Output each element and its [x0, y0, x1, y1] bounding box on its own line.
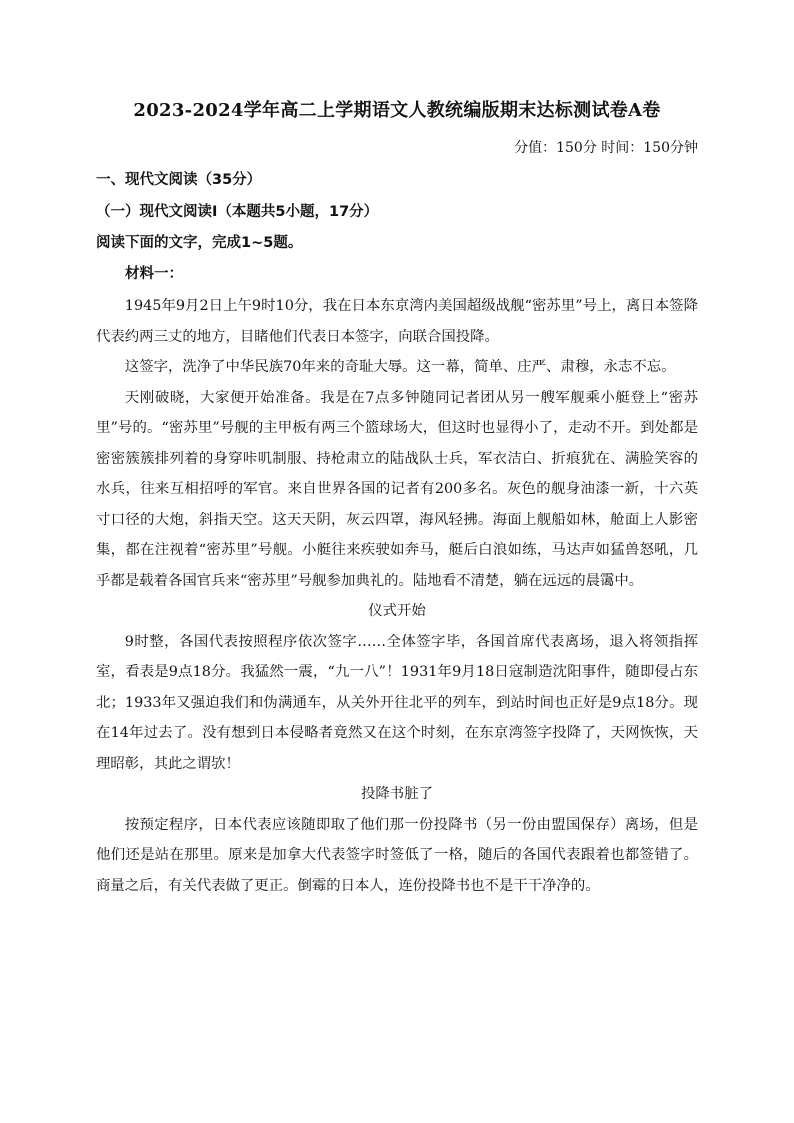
passage-subtitle: 投降书脏了: [361, 786, 433, 802]
score-time-info: 分值：150分 时间：150分钟: [514, 140, 698, 156]
reading-instruction: 阅读下面的文字，完成1~5题。: [96, 235, 303, 251]
paragraph: 这签字，洗净了中华民族70年来的奇耻大辱。这一幕，简单、庄严、肃穆，永志不忘。: [124, 359, 676, 375]
paragraph: 1945年9月2日上午9时10分，我在日本东京湾内美国超级战舰“密苏里”号上，离日本签降代表约两三丈的地方，目睹他们代表日本签字，向联合国投降。: [96, 298, 698, 345]
subsection-heading: （一）现代文阅读Ⅰ（本题共5小题，17分）: [96, 204, 379, 220]
document-title: 2023-2024学年高二上学期语文人教统编版期末达标测试卷A卷: [133, 100, 661, 121]
paragraph: 天刚破晓，大家便开始准备。我是在7点多钟随同记者团从另一艘军舰乘小艇登上“密苏里”号的。“密苏里”号舰的主甲板有两三个篮球场大，但这时也显得小了，走动不开。到处都是密密簇簇排列着的身穿咔叽制服、持枪肃立的陆战队士兵，军衣洁白、折痕犹在、满脸笑容的水兵，往来互相招呼的军官。来自世界各国的记者有200多名。灰色的舰身油漆一新，十六英寸口径的大炮，斜指天空。这天天阴，灰云四罩，海风轻拂。海面上舰船如林，舱面上人影密集，都在注视着“密苏里”号舰。小艇往来疾驶如奔马，艇后白浪如练，马达声如猛兽怒吼，几乎都是载着各国官兵来“密苏里”号舰参加典礼的。陆地看不清楚，躺在远远的晨霭中。: [96, 389, 698, 589]
passage-body: [96, 291, 698, 901]
section-heading: 一、现代文阅读（35分）: [96, 172, 262, 188]
paragraph: 9时整，各国代表按照程序依次签字……全体签字毕，各国首席代表离场，退入将领指挥室，看表是9点18分。我猛然一震，“九一八”！1931年9月18日寇制造沈阳事件，随即侵占东北；1933年又强迫我们和伪满通车，从关外开往北平的列车，到站时间也正好是9点18分。现在14年过去了。没有想到日本侵略者竟然又在这个时刻，在东京湾签字投降了，天网恢恢，天理昭彰，其此之谓欤！: [96, 633, 698, 772]
paragraph: 按预定程序，日本代表应该随即取了他们那一份投降书（另一份由盟国保存）离场，但是他们还是站在那里。原来是加拿大代表签字时签低了一格，随后的各国代表跟着也都签错了。商量之后，有关代表做了更正。倒霉的日本人，连份投降书也不是干干净净的。: [96, 816, 698, 894]
material-label: 材料一：: [125, 266, 183, 282]
passage-subtitle: 仪式开始: [368, 603, 426, 619]
